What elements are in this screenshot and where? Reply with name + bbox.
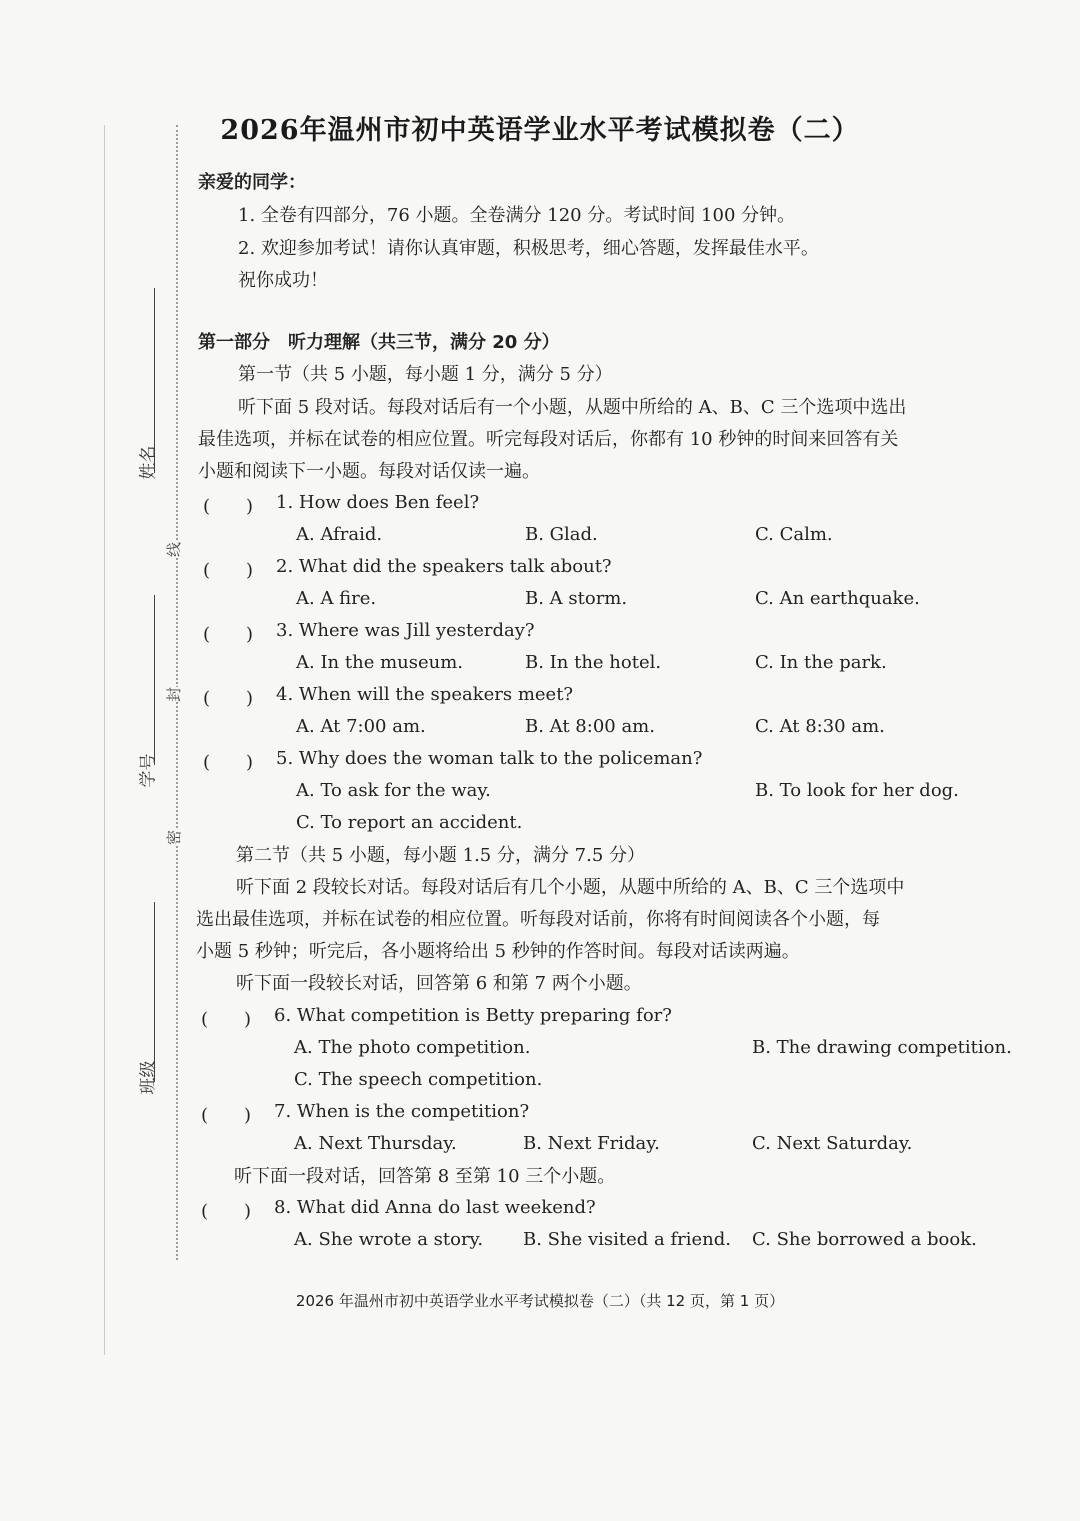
- student-id-blank: [154, 595, 155, 765]
- question-7: 7. When is the competition?: [274, 1101, 530, 1122]
- seal-char-line: 线: [161, 542, 186, 557]
- q3-option-b: B. In the hotel.: [525, 652, 662, 673]
- section2-instruction-1: 听下面 2 段较长对话。每段对话后有几个小题，从题中所给的 A、B、C 三个选项中: [236, 877, 905, 898]
- section1-heading: 第一节（共 5 小题，每小题 1 分，满分 5 分）: [238, 364, 613, 385]
- section1-instruction-2: 最佳选项，并标在试卷的相应位置。听完每段对话后，你都有 10 秒钟的时间来回答有关: [198, 429, 899, 450]
- class-label: 班级: [138, 1060, 159, 1095]
- answer-blank[interactable]: ( ): [203, 752, 254, 773]
- q7-option-a: A. Next Thursday.: [294, 1133, 457, 1154]
- question-4: 4. When will the speakers meet?: [276, 684, 574, 705]
- q6-option-c: C. The speech competition.: [294, 1069, 543, 1090]
- q4-option-c: C. At 8:30 am.: [755, 716, 885, 737]
- seal-char-feng: 封: [161, 687, 186, 702]
- q5-option-c: C. To report an accident.: [296, 812, 523, 833]
- question-5: 5. Why does the woman talk to the policeman?: [276, 748, 703, 769]
- answer-blank[interactable]: ( ): [201, 1105, 252, 1126]
- exam-title: 2026年温州市初中英语学业水平考试模拟卷（二）: [220, 115, 860, 146]
- name-label: 姓名: [138, 445, 159, 480]
- student-id-label: 学号: [138, 753, 159, 788]
- q1-option-a: A. Afraid.: [296, 524, 383, 545]
- section2-heading: 第二节（共 5 小题，每小题 1.5 分，满分 7.5 分）: [236, 845, 646, 866]
- q1-option-b: B. Glad.: [525, 524, 598, 545]
- q8-option-c: C. She borrowed a book.: [752, 1229, 977, 1250]
- question-3: 3. Where was Jill yesterday?: [276, 620, 535, 641]
- answer-blank[interactable]: ( ): [203, 496, 254, 517]
- section2-instruction-3: 小题 5 秒钟；听完后，各小题将给出 5 秒钟的作答时间。每段对话读两遍。: [196, 941, 800, 962]
- q1-option-c: C. Calm.: [755, 524, 833, 545]
- answer-blank[interactable]: ( ): [201, 1201, 252, 1222]
- answer-blank[interactable]: ( ): [201, 1009, 252, 1030]
- q4-option-b: B. At 8:00 am.: [525, 716, 655, 737]
- answer-blank[interactable]: ( ): [203, 624, 254, 645]
- greeting: 亲爱的同学：: [198, 172, 306, 193]
- section2-instruction-2: 选出最佳选项，并标在试卷的相应位置。听每段对话前，你将有时间阅读各个小题，每: [196, 909, 880, 930]
- question-6: 6. What competition is Betty preparing for?: [274, 1005, 672, 1026]
- section1-instruction-1: 听下面 5 段对话。每段对话后有一个小题，从题中所给的 A、B、C 三个选项中选出: [238, 397, 907, 418]
- q6-option-a: A. The photo competition.: [294, 1037, 531, 1058]
- q2-option-a: A. A fire.: [296, 588, 377, 609]
- seal-char-mi: 密: [161, 830, 186, 845]
- section1-instruction-3: 小题和阅读下一小题。每段对话仅读一遍。: [198, 461, 540, 482]
- page-footer: 2026 年温州市初中英语学业水平考试模拟卷（二）（共 12 页，第 1 页）: [295, 1292, 785, 1310]
- q4-option-a: A. At 7:00 am.: [296, 716, 426, 737]
- binding-edge: [104, 125, 105, 1355]
- note-2: 2. 欢迎参加考试！请你认真审题，积极思考，细心答题，发挥最佳水平。: [238, 238, 819, 259]
- q3-option-c: C. In the park.: [755, 652, 887, 673]
- note-3: 祝你成功！: [238, 270, 328, 291]
- q2-option-b: B. A storm.: [525, 588, 628, 609]
- q5-option-a: A. To ask for the way.: [296, 780, 491, 801]
- answer-blank[interactable]: ( ): [203, 688, 254, 709]
- q2-option-c: C. An earthquake.: [755, 588, 920, 609]
- dialog2-intro: 听下面一段对话，回答第 8 至第 10 三个小题。: [234, 1166, 616, 1187]
- q7-option-b: B. Next Friday.: [523, 1133, 660, 1154]
- question-1: 1. How does Ben feel?: [276, 492, 480, 513]
- q8-option-b: B. She visited a friend.: [523, 1229, 731, 1250]
- q3-option-a: A. In the museum.: [296, 652, 464, 673]
- q5-option-b: B. To look for her dog.: [755, 780, 959, 801]
- note-1: 1. 全卷有四部分，76 小题。全卷满分 120 分。考试时间 100 分钟。: [238, 205, 796, 226]
- dialog1-intro: 听下面一段较长对话，回答第 6 和第 7 两个小题。: [236, 973, 642, 994]
- q6-option-b: B. The drawing competition.: [752, 1037, 1012, 1058]
- q8-option-a: A. She wrote a story.: [294, 1229, 484, 1250]
- answer-blank[interactable]: ( ): [203, 560, 254, 581]
- class-blank: [154, 902, 155, 1082]
- question-8: 8. What did Anna do last weekend?: [274, 1197, 596, 1218]
- question-2: 2. What did the speakers talk about?: [276, 556, 612, 577]
- q7-option-c: C. Next Saturday.: [752, 1133, 913, 1154]
- part1-heading: 第一部分 听力理解（共三节，满分 20 分）: [198, 332, 560, 353]
